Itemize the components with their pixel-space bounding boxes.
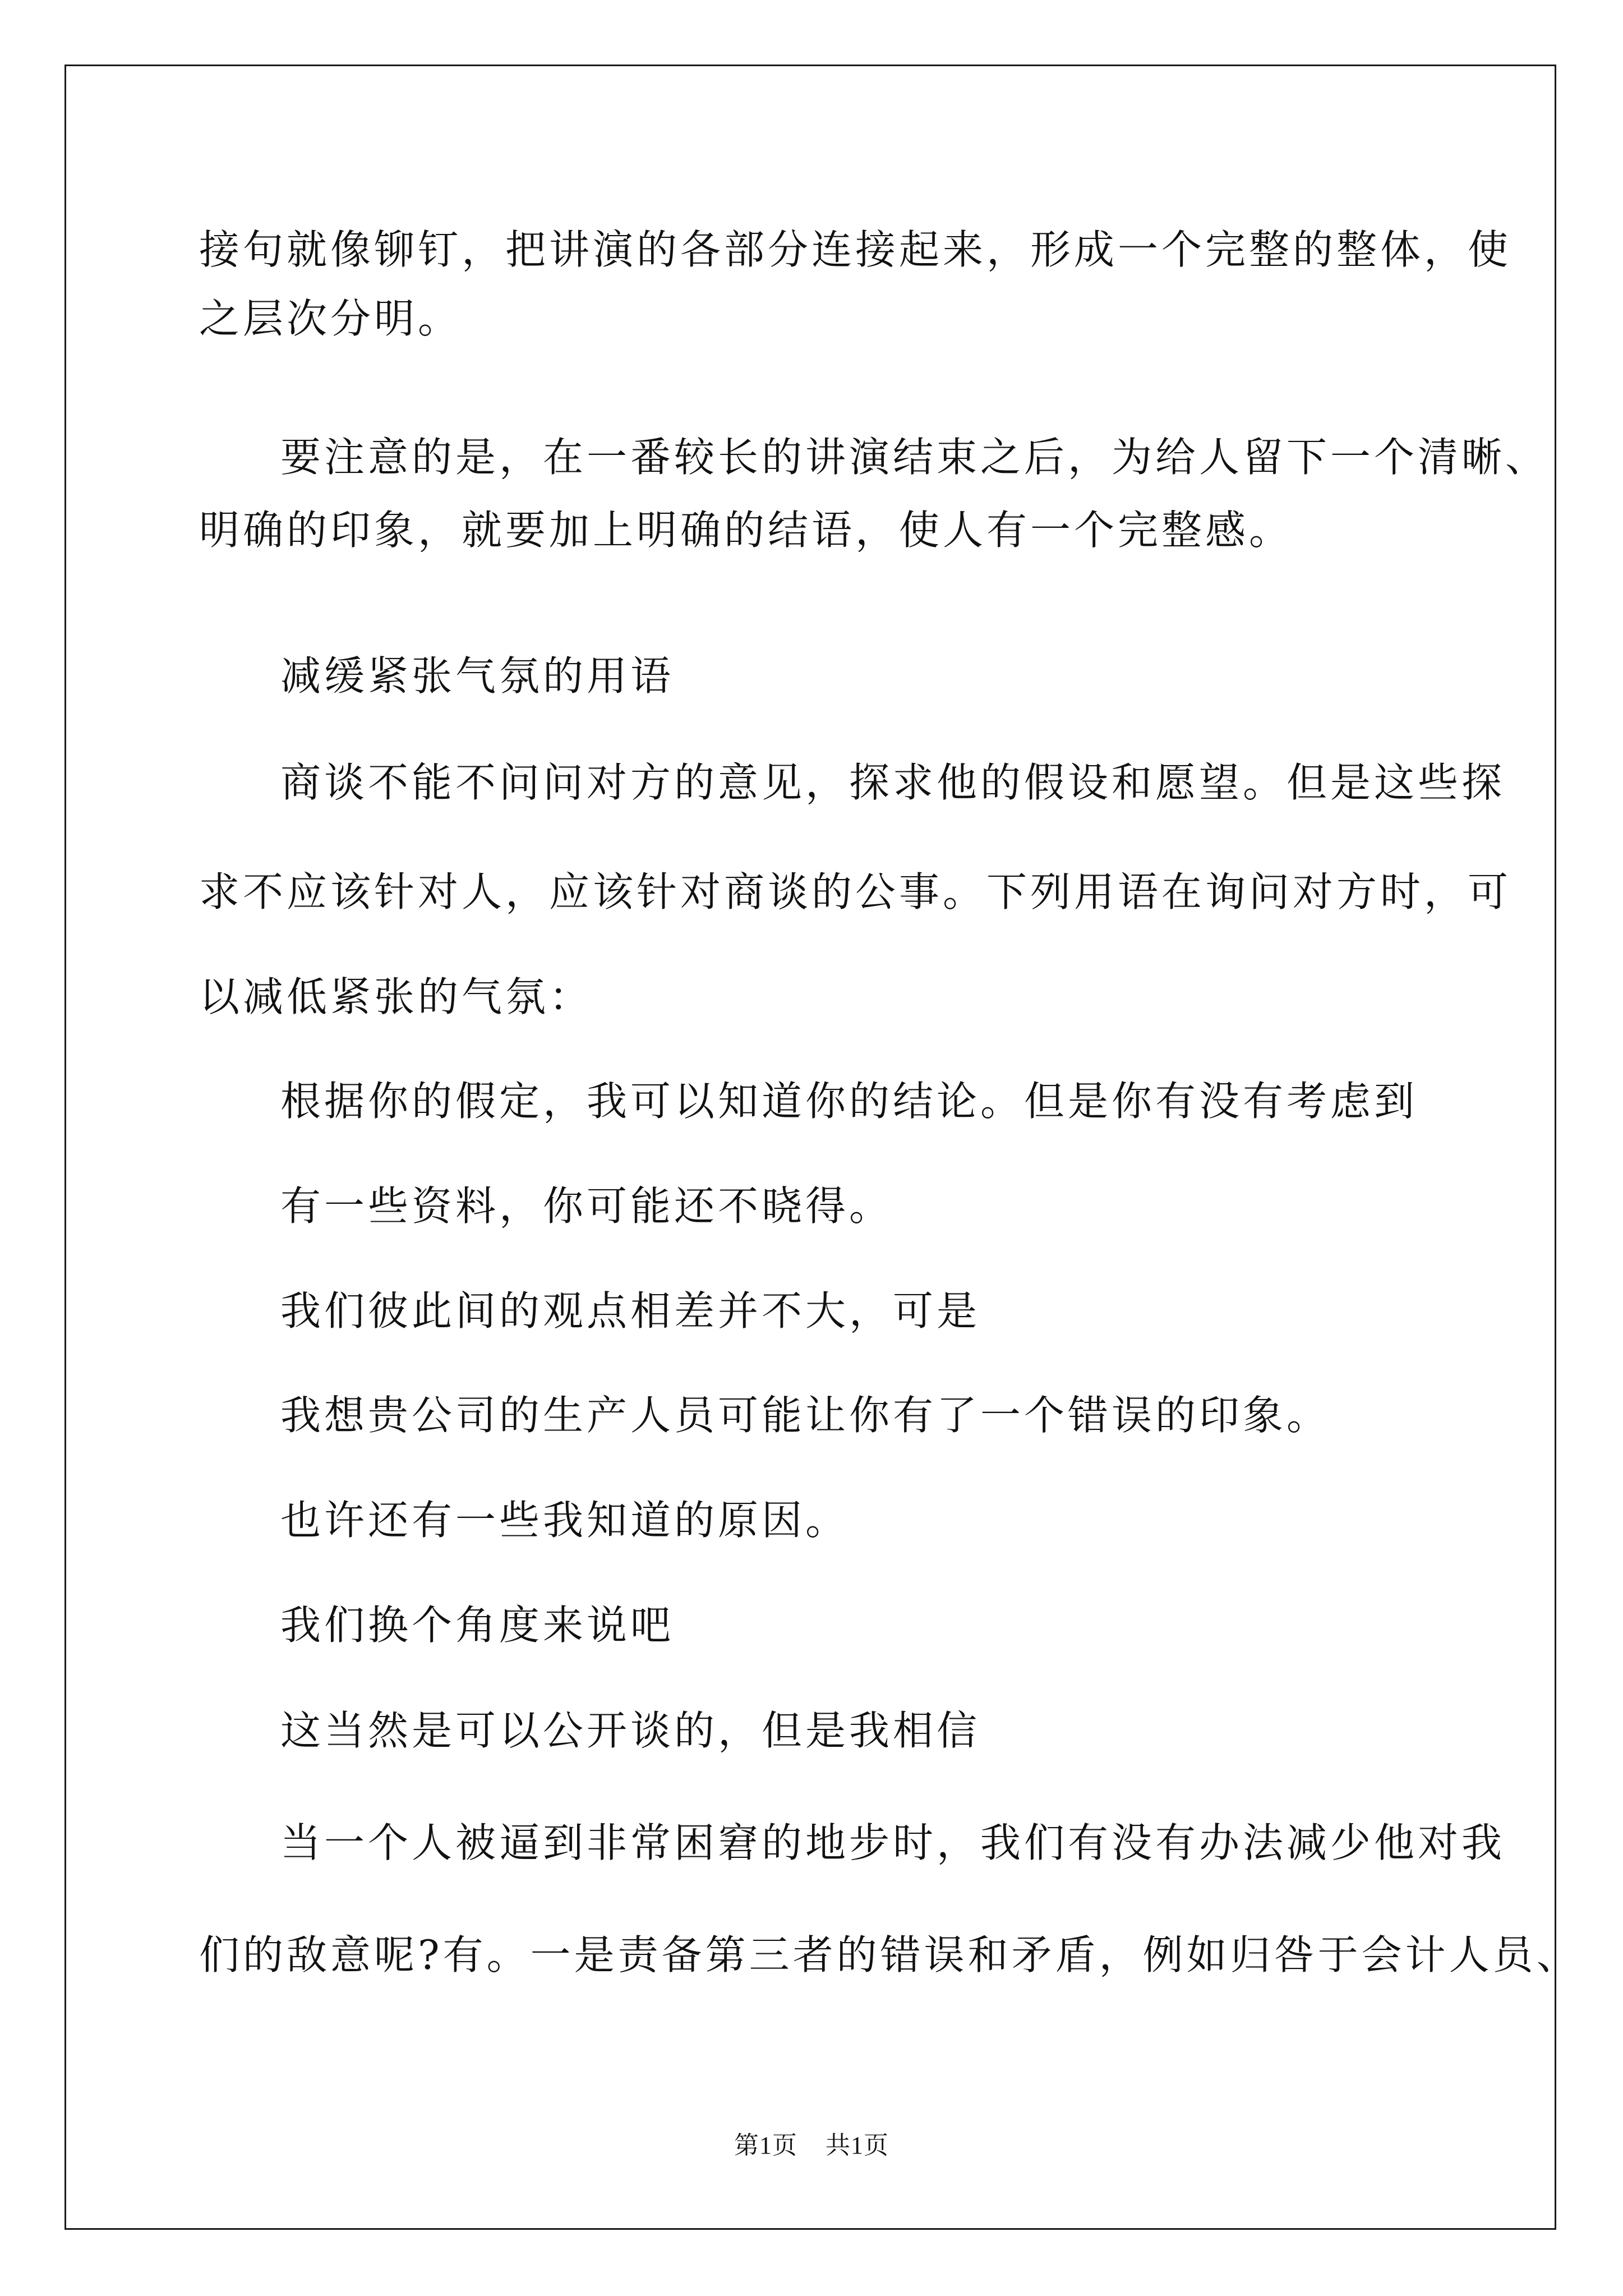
text-line: 这当然是可以公开谈的，但是我相信: [280, 1707, 981, 1754]
text-line: 也许还有一些我知道的原因。: [280, 1497, 850, 1544]
text-line: 根据你的假定，我可以知道你的结论。但是你有没有考虑到: [280, 1078, 1418, 1125]
text-line: 商谈不能不问问对方的意见，探求他的假设和愿望。但是这些探: [280, 759, 1506, 806]
text-line: 明确的印象，就要加上明确的结语，使人有一个完整感。: [199, 507, 1293, 554]
text-line: 们的敌意呢?有。一是责备第三者的错误和矛盾，例如归咎于会计人员、: [199, 1931, 1580, 1978]
text-line: 之层次分明。: [199, 295, 462, 342]
text-line: 要注意的是，在一番较长的讲演结束之后，为给人留下一个清晰、: [280, 434, 1550, 481]
text-line: 以减低紧张的气氛：: [199, 973, 593, 1020]
text-line: 求不应该针对人，应该针对商谈的公事。下列用语在询问对方时，可: [199, 868, 1512, 915]
document-body: [199, 0, 1580, 2296]
text-line: 我们换个角度来说吧: [280, 1602, 675, 1649]
section-heading: 减缓紧张气氛的用语: [280, 652, 675, 700]
text-line: 当一个人被逼到非常困窘的地步时，我们有没有办法减少他对我: [280, 1819, 1506, 1866]
page-footer: [0, 2132, 1623, 2160]
page-number: 第1页: [734, 2132, 797, 2159]
text-line: 接句就像铆钉，把讲演的各部分连接起来，形成一个完整的整体，使: [199, 226, 1512, 273]
page-total: 共1页: [826, 2132, 889, 2159]
text-line: 我想贵公司的生产人员可能让你有了一个错误的印象。: [280, 1392, 1331, 1439]
text-line: 有一些资料，你可能还不晓得。: [280, 1182, 893, 1230]
text-line: 我们彼此间的观点相差并不大，可是: [280, 1287, 981, 1335]
